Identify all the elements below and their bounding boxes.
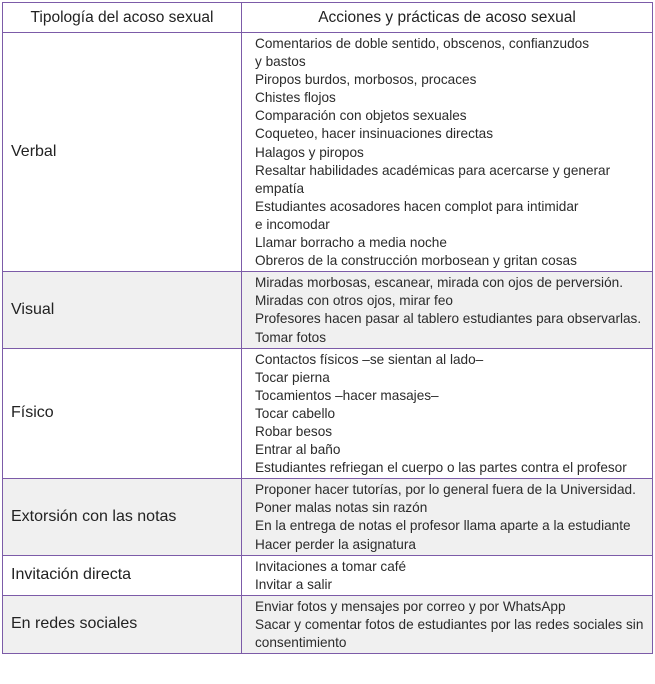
actions-cell	[242, 33, 653, 272]
action-line: Invitaciones a tomar café	[255, 558, 407, 574]
action-line: Tocamientos –hacer masajes–	[255, 387, 439, 403]
action-line: En la entrega de notas el profesor llama aparte a la estudiante	[255, 518, 631, 534]
action-line: Invitar a salir	[255, 576, 333, 592]
action-line: Contactos físicos –se sientan al lado–	[255, 351, 484, 367]
actions-cell	[242, 555, 653, 595]
actions-cell	[242, 348, 653, 479]
action-line: Proponer hacer tutorías, por lo general fuera de la Universidad.	[255, 482, 636, 498]
action-line: Tocar pierna	[255, 369, 330, 385]
action-line: y bastos	[255, 54, 306, 70]
action-line: Hacer perder la asignatura	[255, 536, 416, 552]
table-row	[3, 348, 653, 479]
action-line: Resaltar habilidades académicas para acercarse y generar	[255, 162, 611, 178]
action-line: Tomar fotos	[255, 329, 327, 345]
action-line: empatía	[255, 180, 305, 196]
action-line: Robar besos	[255, 423, 333, 439]
action-line: consentimiento	[255, 635, 347, 650]
action-line: Halagos y piropos	[255, 144, 364, 160]
table-row	[3, 555, 653, 595]
action-line: Poner malas notas sin razón	[255, 500, 428, 516]
action-line: Coqueteo, hacer insinuaciones directas	[255, 126, 494, 142]
table-row	[3, 595, 653, 653]
action-line: Miradas morbosas, escanear, mirada con ojos de perversión.	[255, 275, 623, 291]
header-actions: Acciones y prácticas de acoso sexual	[242, 3, 653, 33]
action-line: Sacar y comentar fotos de estudiantes por las redes sociales sin	[255, 616, 644, 632]
actions-cell	[242, 479, 653, 555]
action-line: Tocar cabello	[255, 405, 336, 421]
typology-cell: Invitación directa	[3, 555, 242, 595]
actions-cell	[242, 272, 653, 348]
action-line: Miradas con otros ojos, mirar feo	[255, 293, 453, 309]
action-line: Profesores hacen pasar al tablero estudiantes para observarlas.	[255, 311, 642, 327]
table-row	[3, 33, 653, 272]
typology-cell: En redes sociales	[3, 595, 242, 653]
action-line: Estudiantes refriegan el cuerpo o las partes contra el profesor	[255, 460, 627, 476]
action-line: Piropos burdos, morbosos, procaces	[255, 72, 477, 88]
table-row	[3, 272, 653, 348]
action-line: Comparación con objetos sexuales	[255, 108, 467, 124]
action-line: Estudiantes acosadores hacen complot para intimidar	[255, 198, 579, 214]
typology-cell: Verbal	[3, 33, 242, 272]
actions-cell	[242, 595, 653, 653]
action-line: Comentarios de doble sentido, obscenos, confianzudos	[255, 36, 590, 51]
action-line: Chistes flojos	[255, 90, 336, 106]
table-row	[3, 479, 653, 555]
header-row	[3, 3, 653, 33]
action-line: Entrar al baño	[255, 442, 341, 458]
typology-cell: Extorsión con las notas	[3, 479, 242, 555]
action-line: Llamar borracho a media noche	[255, 235, 447, 251]
typology-cell: Visual	[3, 272, 242, 348]
table-body	[3, 33, 653, 654]
typology-cell: Físico	[3, 348, 242, 479]
header-typology: Tipología del acoso sexual	[3, 3, 242, 33]
action-line: Enviar fotos y mensajes por correo y por WhatsApp	[255, 598, 566, 614]
action-line: Obreros de la construcción morbosean y gritan cosas	[255, 253, 577, 269]
harassment-typology-table	[2, 2, 653, 654]
action-line: e incomodar	[255, 216, 330, 232]
